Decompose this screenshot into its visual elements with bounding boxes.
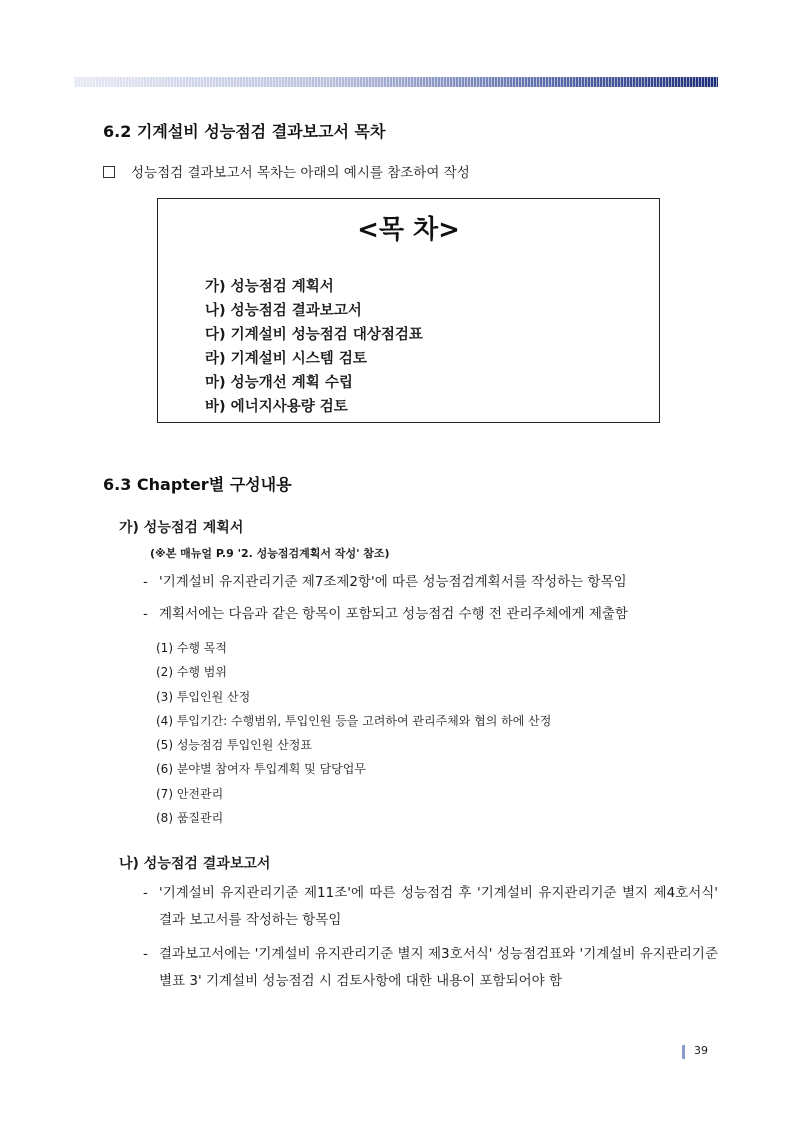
bullet-item	[143, 569, 718, 596]
section-6-2-intro	[103, 161, 470, 181]
list-item: (1) 수행 목적	[156, 641, 227, 655]
section-6-3-title: 6.3 Chapter별 구성내용	[103, 475, 292, 494]
list-item: (3) 투입인원 산정	[156, 689, 251, 704]
dash-marker: -	[143, 946, 148, 962]
bullet-text: '기계설비 유지관리기준 제11조'에 따른 성능점검 후 '기계설비 유지관리기준 별지 제4호서식' 결과 보고서를 작성하는 항목임	[159, 885, 718, 928]
bullet-item	[143, 941, 718, 995]
toc-item: 가) 성능점검 계획서	[205, 279, 334, 295]
subsection-a-reference: (※본 매뉴얼 P.9 '2. 성능점검계획서 작성' 참조)	[150, 547, 390, 560]
bullet-item	[143, 880, 718, 934]
toc-box	[157, 198, 660, 423]
toc-item: 바) 에너지사용량 검토	[205, 399, 348, 415]
subsection-b-title: 나) 성능점검 결과보고서	[119, 856, 271, 872]
list-item: (4) 투입기간: 수행범위, 투입인원 등을 고려하여 관리주체와 협의 하에 산정	[156, 713, 552, 728]
toc-item: 마) 성능개선 계획 수립	[205, 375, 353, 391]
list-item: (6) 분야별 참여자 투입계획 및 담당업무	[156, 762, 366, 777]
dash-marker: -	[143, 885, 148, 901]
list-item: (7) 안전관리	[156, 786, 224, 801]
bullet-item	[143, 601, 718, 628]
list-item: (5) 성능점검 투입인원 산정표	[156, 738, 312, 753]
toc-item: 다) 기계설비 성능점검 대상점검표	[205, 327, 423, 343]
toc-title: <목 차>	[357, 215, 460, 245]
subsection-a-title: 가) 성능점검 계획서	[119, 520, 244, 536]
dash-marker: -	[143, 606, 148, 622]
toc-item: 나) 성능점검 결과보고서	[205, 303, 362, 319]
section-6-2-title: 6.2 기계설비 성능점검 결과보고서 목차	[103, 122, 386, 141]
bullet-text: '기계설비 유지관리기준 제7조제2항'에 따른 성능점검계획서를 작성하는 항목임	[159, 574, 627, 590]
checkbox-square-icon	[103, 166, 115, 178]
page-number: 39	[694, 1044, 708, 1057]
bullet-text: 결과보고서에는 '기계설비 유지관리기준 별지 제3호서식' 성능점검표와 '기계설비 유지관리기준 별표 3' 기계설비 성능점검 시 검토사항에 대한 내용이 포함되어야 함	[159, 946, 718, 989]
bullet-text: 계획서에는 다음과 같은 항목이 포함되고 성능점검 수행 전 관리주체에게 제출함	[159, 606, 628, 622]
plan-items-list	[156, 636, 551, 830]
page-number-accent	[682, 1045, 685, 1059]
header-decoration-bar	[74, 77, 718, 87]
list-item: (8) 품질관리	[156, 811, 224, 826]
toc-item: 라) 기계설비 시스템 검토	[205, 351, 367, 367]
toc-list	[205, 275, 423, 419]
intro-text: 성능점검 결과보고서 목차는 아래의 예시를 참조하여 작성	[131, 165, 470, 181]
dash-marker: -	[143, 574, 148, 590]
list-item: (2) 수행 범위	[156, 665, 227, 680]
